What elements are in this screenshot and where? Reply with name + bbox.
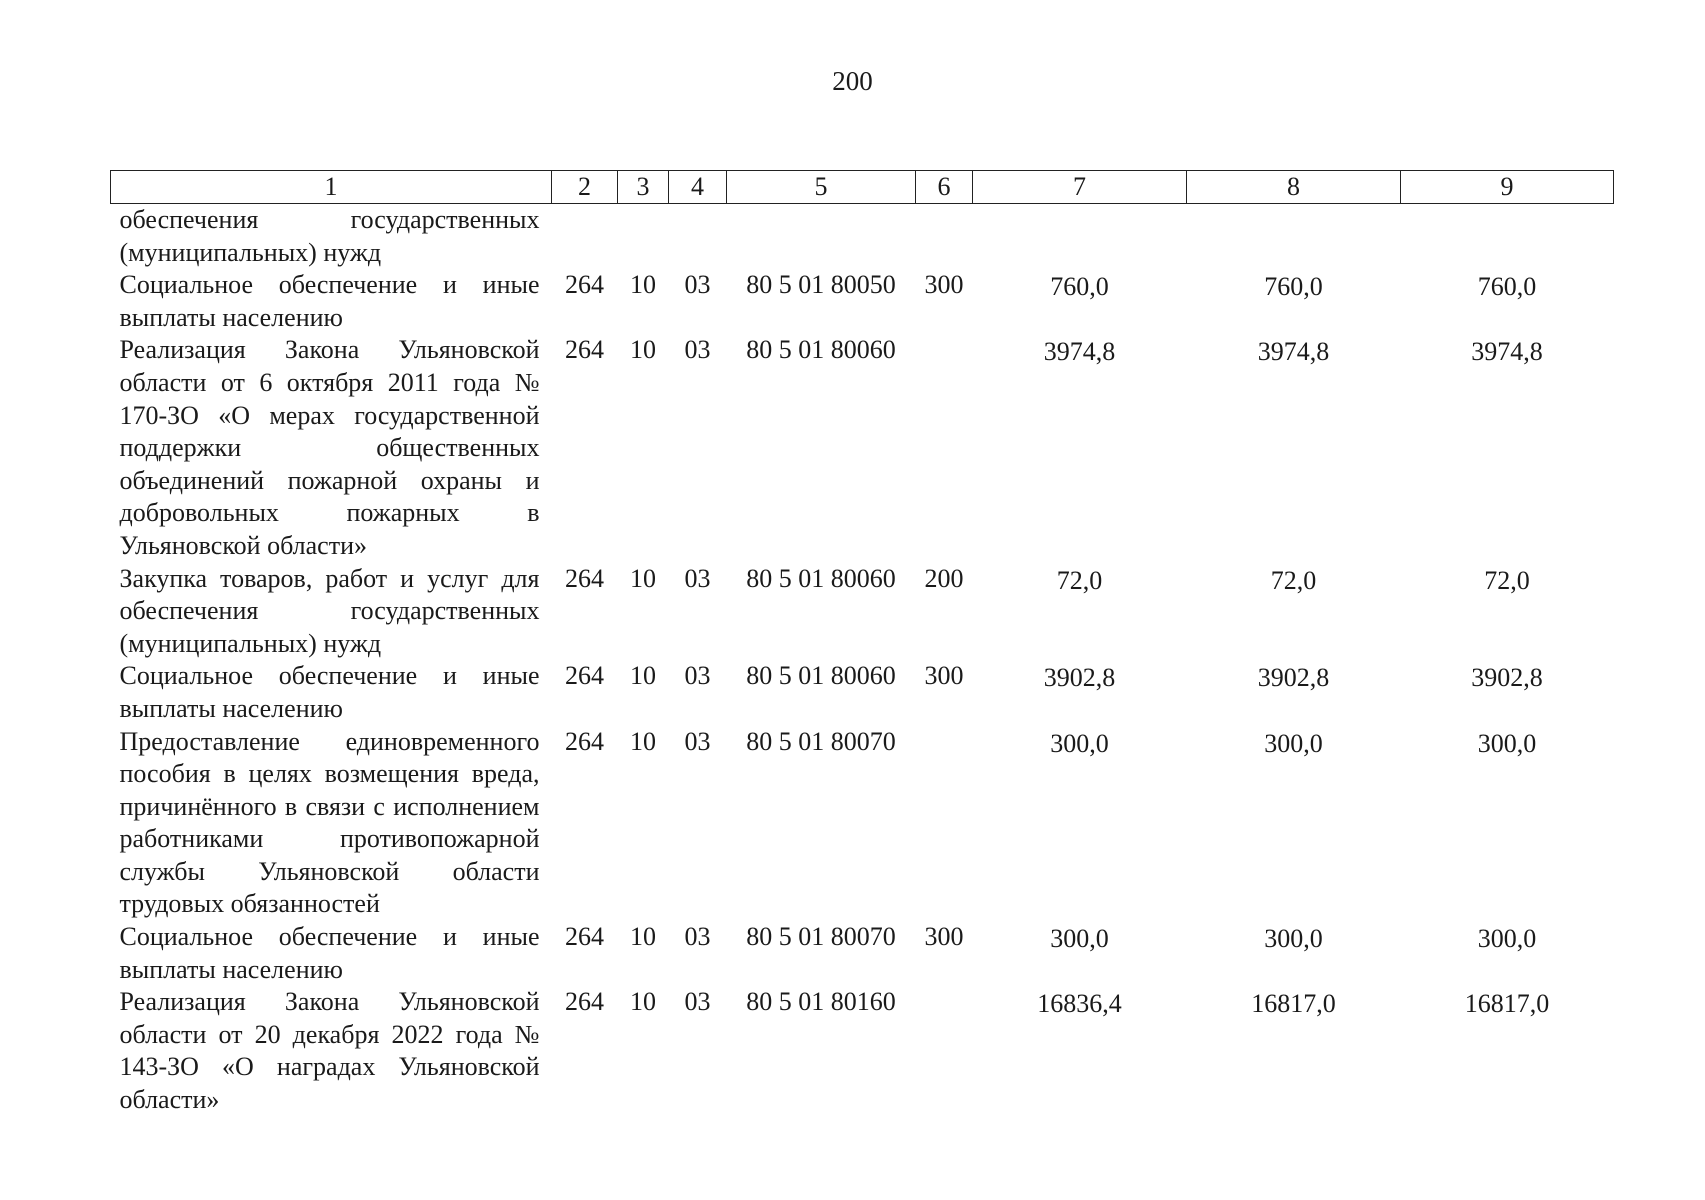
cell-col-9: 3902,8 [1471, 663, 1543, 693]
cell-col-3: 10 [630, 922, 656, 952]
cell-col-9: 3974,8 [1471, 337, 1543, 367]
column-header-2: 2 [552, 171, 618, 204]
cell-col-5: 80 5 01 80050 [746, 270, 896, 300]
cell-col-9 [1401, 204, 1614, 270]
cell-col-6: 200 [924, 563, 964, 593]
cell-col-3: 10 [630, 335, 656, 365]
cell-col-3: 10 [630, 987, 656, 1017]
cell-col-7: 72,0 [1056, 565, 1103, 595]
table-row [111, 986, 1614, 1116]
cell-col-6: 300 [924, 661, 964, 691]
cell-col-6 [916, 204, 973, 270]
table-row [111, 726, 1614, 922]
cell-col-2: 264 [565, 987, 604, 1017]
cell-col-4: 03 [684, 563, 711, 593]
cell-col-8: 300,0 [1264, 924, 1323, 954]
cell-col-3: 10 [630, 563, 656, 593]
budget-table [110, 170, 1614, 1117]
row-description: Предоставление единовременного пособия в целях возмещения вреда, причинённого в связи с исполнением работниками противопожарной службы Ульяновской области трудовых обязанностей [119, 726, 540, 919]
row-description: Реализация Закона Ульяновской области от 20 декабря 2022 года № 143-ЗО «О наградах Ульяновской области» [119, 987, 540, 1115]
cell-col-9: 16817,0 [1464, 989, 1550, 1019]
column-header-4: 4 [669, 171, 727, 204]
column-header-5: 5 [727, 171, 916, 204]
cell-col-5: 80 5 01 80060 [746, 335, 896, 365]
cell-col-9: 300,0 [1477, 924, 1537, 954]
cell-col-9: 760,0 [1477, 272, 1537, 302]
cell-col-6 [916, 726, 973, 922]
cell-col-4: 03 [684, 270, 711, 300]
column-header-7: 7 [973, 171, 1187, 204]
cell-col-6 [916, 334, 973, 562]
cell-col-2: 264 [565, 335, 604, 365]
cell-col-6 [916, 986, 973, 1116]
cell-col-5: 80 5 01 80060 [746, 563, 896, 593]
cell-col-5: 80 5 01 80060 [746, 661, 896, 691]
cell-col-2: 264 [565, 563, 604, 593]
cell-col-7: 16836,4 [1037, 989, 1122, 1019]
cell-col-4: 03 [684, 726, 711, 756]
cell-col-8: 300,0 [1264, 728, 1323, 758]
cell-col-7: 300,0 [1050, 924, 1109, 954]
cell-col-2: 264 [565, 270, 604, 300]
row-description: Реализация Закона Ульяновской области от 6 октября 2011 года № 170-ЗО «О мерах государственной поддержки общественных объединений пожарной охраны и добровольных пожарных в Ульяновской области» [119, 335, 540, 560]
cell-col-9: 72,0 [1484, 565, 1530, 595]
cell-col-8: 3974,8 [1257, 337, 1330, 367]
cell-col-8: 3902,8 [1257, 663, 1330, 693]
row-description: Социальное обеспечение и иные выплаты населению [119, 270, 540, 332]
cell-col-2: 264 [565, 661, 604, 691]
column-header-6: 6 [916, 171, 973, 204]
cell-col-7: 3902,8 [1043, 663, 1116, 693]
row-description: обеспечения государственных (муниципальных) нужд [119, 205, 540, 267]
cell-col-4: 03 [684, 661, 711, 691]
cell-col-7: 3974,8 [1043, 337, 1116, 367]
table-row [111, 921, 1614, 986]
column-header-1: 1 [111, 171, 552, 204]
cell-col-8: 760,0 [1264, 272, 1323, 302]
column-header-8: 8 [1187, 171, 1401, 204]
cell-col-3: 10 [630, 726, 656, 756]
cell-col-8 [1187, 204, 1401, 270]
row-description: Социальное обеспечение и иные выплаты населению [119, 661, 540, 723]
cell-col-7: 760,0 [1050, 272, 1109, 302]
cell-col-6: 300 [924, 922, 964, 952]
cell-col-2 [552, 204, 618, 270]
cell-col-3: 10 [630, 270, 656, 300]
cell-col-5: 80 5 01 80160 [746, 987, 896, 1017]
cell-col-2: 264 [565, 922, 604, 952]
cell-col-6: 300 [924, 270, 964, 300]
cell-col-4: 03 [684, 987, 711, 1017]
column-header-9: 9 [1401, 171, 1614, 204]
cell-col-7 [973, 204, 1187, 270]
cell-col-4 [669, 204, 727, 270]
cell-col-4: 03 [684, 335, 711, 365]
table-row [111, 334, 1614, 562]
cell-col-8: 72,0 [1270, 565, 1317, 595]
table-row [111, 204, 1614, 270]
column-header-3: 3 [618, 171, 669, 204]
table-header-row [111, 171, 1614, 204]
table-row [111, 269, 1614, 334]
row-description: Закупка товаров, работ и услуг для обеспечения государственных (муниципальных) нужд [119, 563, 540, 658]
cell-col-3 [618, 204, 669, 270]
cell-col-5 [727, 204, 916, 270]
cell-col-7: 300,0 [1050, 728, 1109, 758]
table-row [111, 660, 1614, 725]
cell-col-5: 80 5 01 80070 [746, 922, 896, 952]
cell-col-4: 03 [684, 922, 711, 952]
cell-col-8: 16817,0 [1251, 989, 1336, 1019]
page-number: 200 [832, 66, 873, 96]
cell-col-3: 10 [630, 661, 656, 691]
row-description: Социальное обеспечение и иные выплаты населению [119, 922, 540, 984]
table-row [111, 563, 1614, 661]
cell-col-9: 300,0 [1477, 728, 1537, 758]
cell-col-2: 264 [565, 726, 604, 756]
cell-col-5: 80 5 01 80070 [746, 726, 896, 756]
